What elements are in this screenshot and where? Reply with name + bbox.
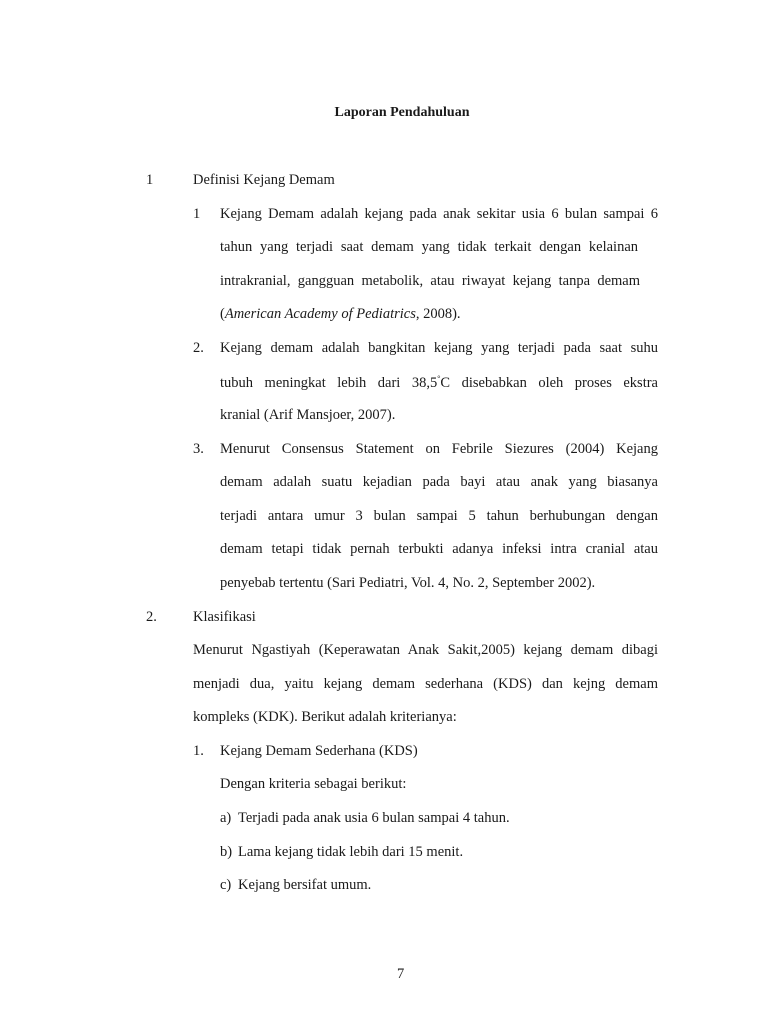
item-3-number: 3. <box>193 441 204 457</box>
item-2-line: Kejang demam adalah bangkitan kejang yang terjadi pada saat suhu <box>220 340 658 356</box>
item-2-line-last: kranial (Arif Mansjoer, 2007). <box>220 407 396 423</box>
page-number: 7 <box>397 966 405 982</box>
item-2-line-2 <box>220 375 658 391</box>
section-1-heading: Definisi Kejang Demam <box>193 172 335 188</box>
item-3-line-last: penyebab tertentu (Sari Pediatri, Vol. 4, No. 2, September 2002). <box>220 575 596 591</box>
section-2-number: 2. <box>146 609 157 625</box>
section-2-intro-line: Menurut Ngastiyah (Keperawatan Anak Sakit,2005) kejang demam dibagi <box>193 642 658 658</box>
criteria-letter: c) <box>220 877 232 893</box>
page-title: Laporan Pendahuluan <box>334 105 470 120</box>
item-1-line: Kejang Demam adalah kejang pada anak sekitar usia 6 bulan sampai 6 <box>220 206 658 222</box>
item-1-line-last <box>220 307 461 322</box>
temp-text: tubuh meningkat lebih dari 38,5 <box>220 375 438 391</box>
item-1-line: tahun yang terjadi saat demam yang tidak terkait dengan kelainan <box>220 239 638 255</box>
item-1-number: 1 <box>193 206 201 222</box>
criteria-intro: Dengan kriteria sebagai berikut: <box>220 776 407 792</box>
item-3-line: Menurut Consensus Statement on Febrile Siezures (2004) Kejang <box>220 441 658 457</box>
section-1-number: 1 <box>146 172 154 188</box>
item-3-line: demam adalah suatu kejadian pada bayi atau anak yang biasanya <box>220 474 658 490</box>
criteria-text: Kejang bersifat umum. <box>238 877 372 893</box>
item-3-line: demam tetapi tidak pernah terbukti adanya infeksi intra cranial atau <box>220 541 658 557</box>
criteria-text: Terjadi pada anak usia 6 bulan sampai 4 tahun. <box>238 810 510 826</box>
open-paren: ( <box>220 306 225 322</box>
item-3-line: terjadi antara umur 3 bulan sampai 5 tahun berhubungan dengan <box>220 508 658 524</box>
criteria-letter: b) <box>220 844 233 860</box>
temp-text-after: C disebabkan oleh proses ekstra <box>440 375 658 391</box>
criteria-text: Lama kejang tidak lebih dari 15 menit. <box>238 844 464 860</box>
sub-item-number: 1. <box>193 743 204 759</box>
sub-item-heading: Kejang Demam Sederhana (KDS) <box>220 743 418 759</box>
section-2-intro-line: menjadi dua, yaitu kejang demam sederhana (KDS) dan kejng demam <box>193 676 658 692</box>
criteria-letter: a) <box>220 810 232 826</box>
degree-symbol: ° <box>437 374 441 383</box>
item-1-line: intrakranial, gangguan metabolik, atau riwayat kejang tanpa demam <box>220 273 640 289</box>
item-2-number: 2. <box>193 340 204 356</box>
section-2-intro-last: kompleks (KDK). Berikut adalah kriterianya: <box>193 709 457 725</box>
section-2-heading: Klasifikasi <box>193 609 256 625</box>
citation: American Academy of Pediatrics <box>224 306 416 322</box>
citation-year: , 2008). <box>415 306 461 322</box>
